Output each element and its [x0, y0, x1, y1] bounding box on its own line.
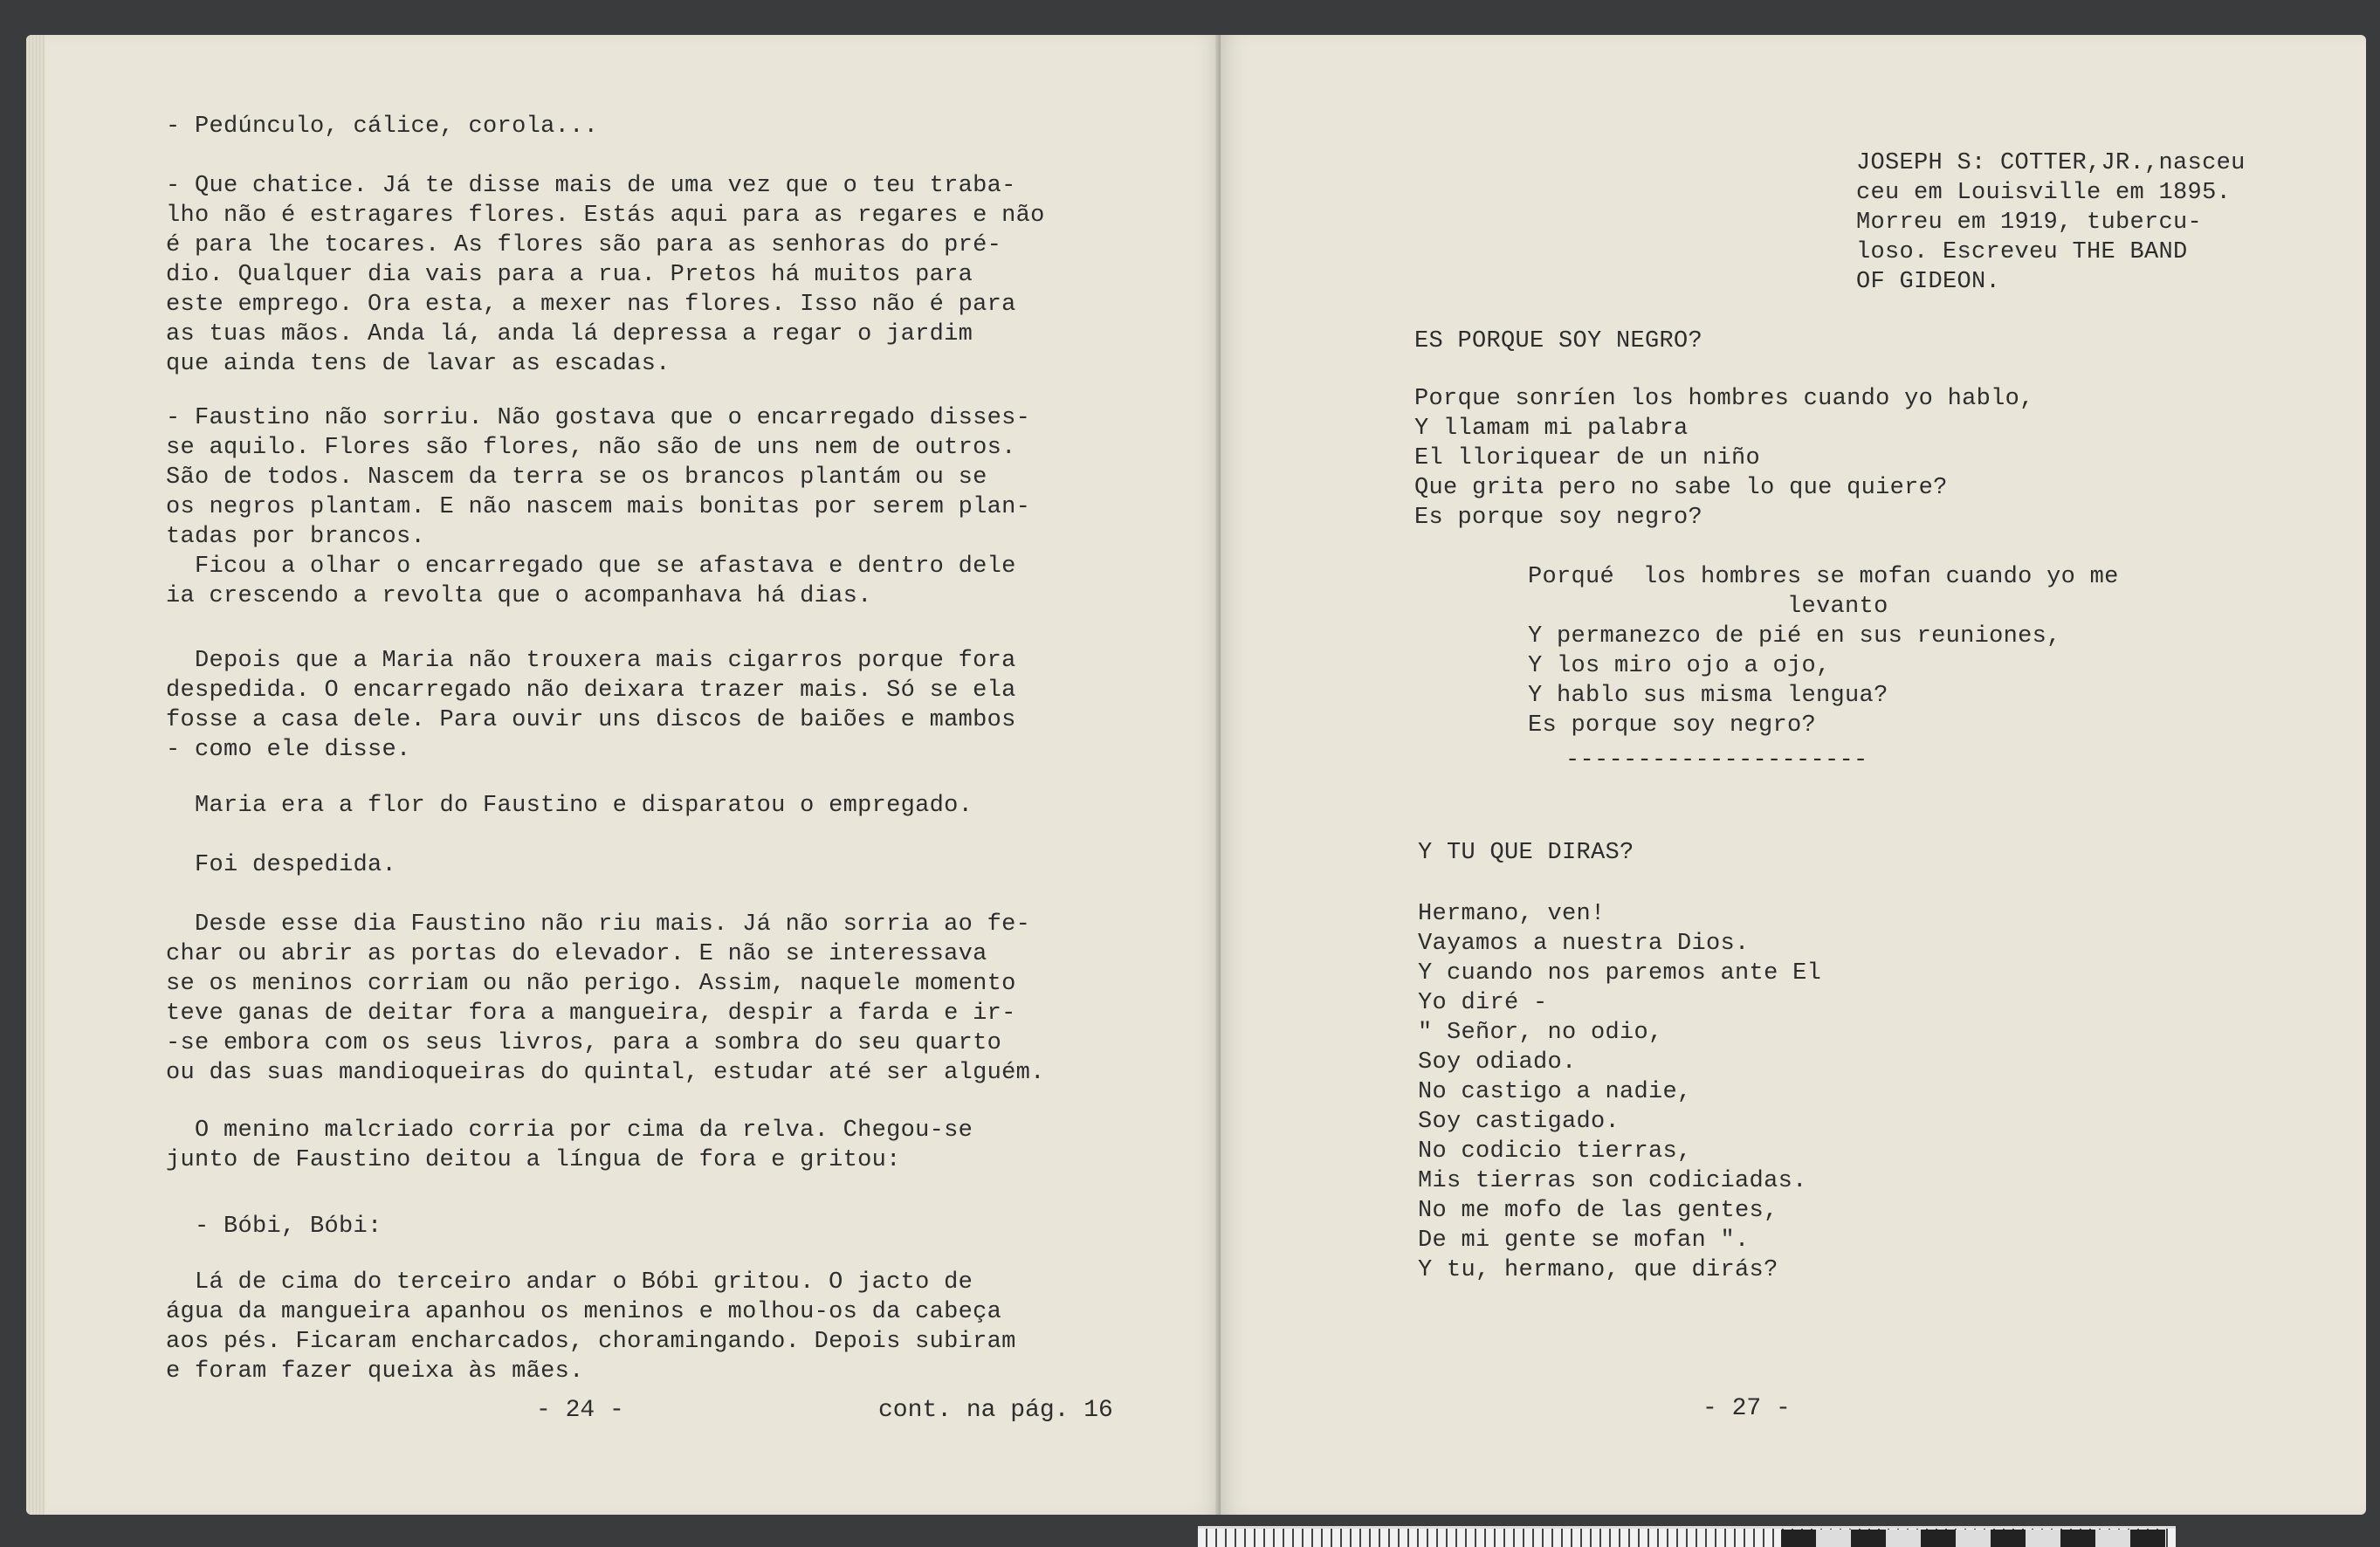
left-paragraph-6: Foi despedida.: [166, 852, 397, 878]
book-spread: [26, 35, 2366, 1519]
left-paragraph-9: - Bóbi, Bóbi:: [166, 1214, 382, 1240]
left-page-number: - 24 -: [536, 1397, 624, 1424]
left-paragraph-4: Depois que a Maria não trouxera mais cigarros porque fora despedida. O encarregado não deixara trazer mais. Só se ela fosse a casa dele. Para ouvir uns discos de baiões e mambos - como ele disse.: [166, 648, 1016, 763]
right-page-number: - 27 -: [1702, 1395, 1791, 1422]
poem2-title: Y TU QUE DIRAS?: [1418, 840, 1634, 866]
scale-bar: [1781, 1530, 2165, 1547]
poem1-stanza-1: Porque sonríen los hombres cuando yo hablo, Y llamam mi palabra El lloriquear de un niño Que grita pero no sabe lo que quiere? Es porque soy negro?: [1414, 386, 2034, 531]
right-page: [1221, 35, 2366, 1515]
left-paragraph-8: O menino malcriado corria por cima da relva. Chegou-se junto de Faustino deitou a língua de fora e gritou:: [166, 1117, 973, 1173]
left-paragraph-2: - Que chatice. Já te disse mais de uma vez que o teu traba- lho não é estragares flores. Estás aqui para as regares e não é para lhe tocares. As flores são para as senhoras do pré- dio. Qualquer dia vais para a rua. Pretos há muitos para este emprego. Ora esta, a mexer nas flores. Isso não é para as tuas mãos. Anda lá, anda lá depressa a regar o jardim que ainda tens de lavar as escadas.: [166, 173, 1045, 377]
poem1-stanza-2: Porqué los hombres se mofan cuando yo me levanto Y permanezco de pié en sus reuniones, Y los miro ojo a ojo, Y hablo sus misma lengua? Es porque soy negro?: [1528, 564, 2119, 739]
continuation-note: cont. na pág. 16: [878, 1397, 1113, 1424]
left-page: [26, 35, 1221, 1515]
poem-separator: ---------------------: [1565, 747, 1868, 774]
left-paragraph-3: - Faustino não sorriu. Não gostava que o encarregado disses- se aquilo. Flores são flores, não são de uns nem de outros. São de todos. Nascem da terra se os brancos plantám ou se os negros plantam. E não nascem mais bonitas por serem plan- tadas por brancos. Ficou a olhar o encarregado que se afastava e dentro dele ia crescendo a revolta que o acompanhava há dias.: [166, 405, 1031, 609]
left-paragraph-1: - Pedúnculo, cálice, corola...: [166, 113, 599, 140]
poem2-body: Hermano, ven! Vayamos a nuestra Dios. Y cuando nos paremos ante El Yo diré - " Señor, no odio, Soy odiado. No castigo a nadie, Soy castigado. No codicio tierras, Mis tierras son codiciadas. No me mofo de las gentes, De mi gente se mofan ". Y tu, hermano, que dirás?: [1418, 901, 1822, 1283]
left-paragraph-5: Maria era a flor do Faustino e disparatou o empregado.: [166, 793, 973, 819]
author-note: JOSEPH S: COTTER,JR.,nasceu ceu em Louisville em 1895. Morreu em 1919, tubercu- loso. Escreveu THE BAND OF GIDEON.: [1856, 150, 2246, 295]
left-paragraph-7: Desde esse dia Faustino não riu mais. Já não sorria ao fe- char ou abrir as portas do elevador. E não se interessava se os meninos corriam ou não perigo. Assim, naquele momento teve ganas de deitar fora a mangueira, despir a farda e ir- -se embora com os seus livros, para a sombra do seu quarto ou das suas mandioqueiras do quintal, estudar até ser alguém.: [166, 911, 1045, 1086]
left-paragraph-10: Lá de cima do terceiro andar o Bóbi gritou. O jacto de água da mangueira apanhou os meninos e molhou-os da cabeça aos pés. Ficaram encharcados, choramingando. Depois subiram e foram fazer queixa às mães.: [166, 1269, 1016, 1385]
poem1-title: ES PORQUE SOY NEGRO?: [1414, 328, 1703, 354]
